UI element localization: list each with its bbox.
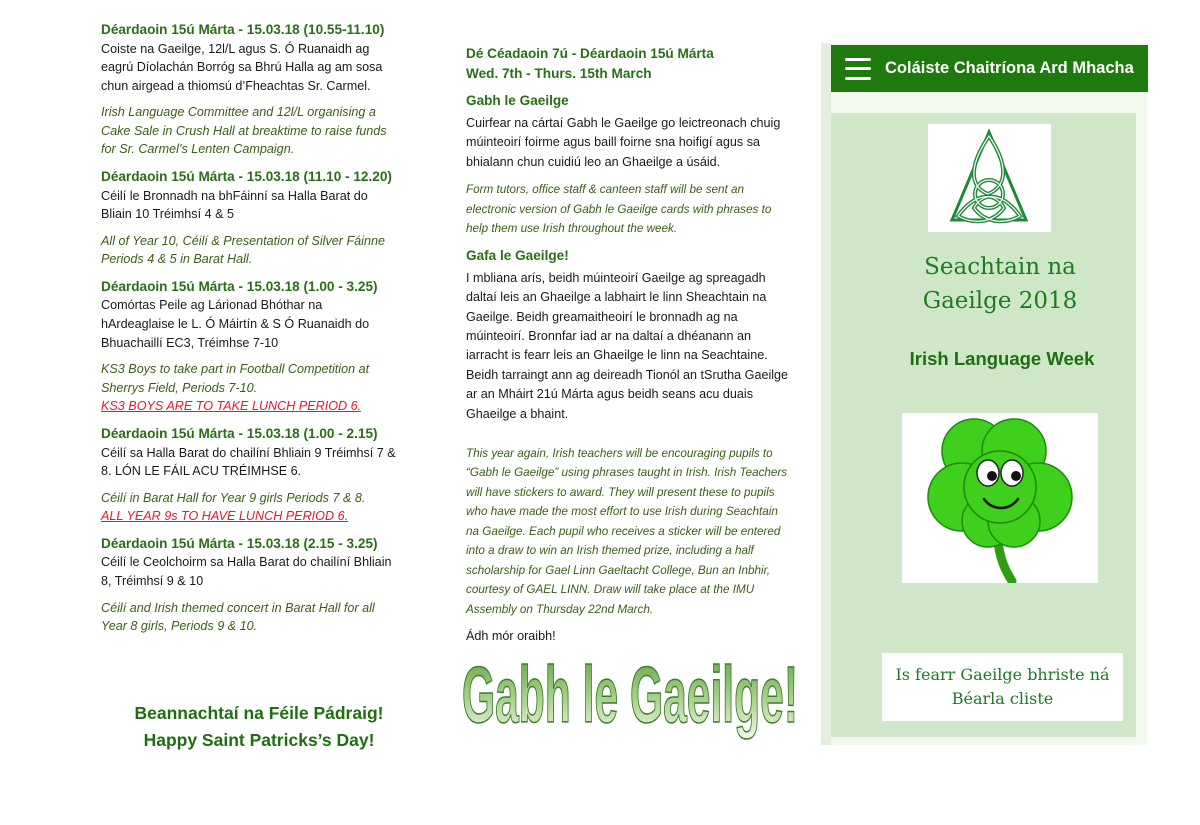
sign-off-text: Ádh mór oraibh! [466,629,556,644]
event-irish-text: Comórtas Peile ag Lárionad Bhóthar na hArdeaglaise le L. Ó Máirtín & S Ó Ruanaidh do Bhuachaillí EC3, Tréimhse 7-10 [101,298,370,350]
mascot-frame [902,413,1098,583]
event-heading: Déardaoin 15ú Márta - 15.03.18 (2.15 - 3.25) [101,535,378,551]
date-range-heading-english: Wed. 7th - Thurs. 15th March [466,65,652,81]
event-english-text: Céilí and Irish themed concert in Barat Hall for all Year 8 girls, Periods 9 & 10. [101,600,375,634]
logo-frame [928,124,1051,232]
event-english-text: All of Year 10, Céilí & Presentation of Silver Fáinne Periods 4 & 5 in Barat Hall. [101,233,385,267]
date-range-heading-irish: Dé Céadaoin 7ú - Déardaoin 15ú Márta [466,46,714,61]
event-irish-text: Coiste na Gaeilge, 12l/L agus S. Ó Ruanaidh ag eagrú Díolachán Borróg sa Bhrú Halla ag am sosa chun airgead a thiomsú d’Fheachtas Sr. Carmel. [101,41,383,93]
week-activities-column [466,44,791,655]
events-column [101,20,397,644]
proverb-box [882,653,1123,721]
section-title-gafa: Gafa le Gaeilge! [466,247,569,263]
lunch-alert: ALL YEAR 9s TO HAVE LUNCH PERIOD 6. [101,509,349,524]
event-heading: Déardaoin 15ú Márta - 15.03.18 (1.00 - 3.25) [101,278,378,294]
greeting-irish: Beannachtaí na Féile Pádraig! [134,703,384,723]
event-irish-text: Céilí le Ceolchoirm sa Halla Barat do chailíní Bhliain 8, Tréimhsí 9 & 10 [101,555,392,588]
event-heading: Déardaoin 15ú Márta - 15.03.18 (11.10 - 12.20) [101,169,392,185]
week-title-english: Irish Language Week [909,348,1095,369]
event-block [101,534,397,636]
section-title-gabh: Gabh le Gaeilge [466,93,569,108]
section-irish-text: múinteoirí. Bronnfar iad ar na daltaí a dhéanann an iarracht is fearr leis an Ghaeilge le linn na Seachtaine. Beidh tarraingt ann ag deireadh Tionól an tSrutha Gaeilge ar an Mháirt 21ú Márta agus beidh seans acu duais Ghaeilge a bhaint. [466,328,789,421]
panel-shadow [821,43,831,745]
gabh-le-gaeilge-wordart [455,652,805,757]
header-bar [831,45,1148,92]
section-irish-text: Cuirfear na cártaí Gabh le Gaeilge go leictreonach chuig múinteoirí foirme agus baill foirne sna hoifigí agus sa bhialann chun cuidiú leo an Ghaeilge a úsáid. [466,116,781,169]
event-block [101,20,397,159]
wordart-text: Gabh le Gaeilge! [462,652,798,740]
event-block [101,167,397,269]
proverb-line: Béarla cliste [951,689,1054,708]
smiling-shamrock-icon [902,413,1098,583]
greeting-english: Happy Saint Patricks’s Day! [143,730,375,750]
event-irish-text: Céilí le Bronnadh na bhFáinní sa Halla Barat do Bliain 10 Tréimhsí 4 & 5 [101,188,368,222]
event-heading: Déardaoin 15ú Márta - 15.03.18 (10.55-11.10) [101,22,385,37]
lunch-alert: KS3 BOYS ARE TO TAKE LUNCH PERIOD 6. [101,399,362,414]
event-irish-text: Céilí sa Halla Barat do chailíní Bhliain 9 Tréimhsí 7 & 8. LÓN LE FÁIL ACU TRÉIMHSE 6. [101,445,396,479]
week-title-irish [880,250,1120,318]
proverb-line: Is fearr Gaeilge bhriste ná [895,665,1110,684]
section-english-text: This year again, Irish teachers will be encouraging pupils to “Gabh le Gaeilge” using phrases taught in Irish. Irish Teachers will have stickers to award. They will present these to pupils who have made the most effort to use Irish during Seachtain na Gaeilge. Each pupil who receives a sticker will be entered into a draw to win an Irish themed prize, including a half scholarship for Gael Linn Gaeltacht College, Bun an Inbhir, courtesy of GAEL LINN. Draw will take place at the IMU Assembly on Thursday 22nd March. [466,446,788,616]
st-patricks-greeting [101,700,417,754]
event-heading: Déardaoin 15ú Márta - 15.03.18 (1.00 - 2.15) [101,426,378,441]
section-irish-text: I mbliana arís, beidh múinteoirí Gaeilge ag spreagadh daltaí leis an Ghaeilge a labhairt le linn Sheachtain na Gaeilge. Beidh greamaitheoirí le bronnadh ag na [466,270,767,324]
event-block [101,424,397,526]
event-block [101,277,397,416]
event-english-text: Céilí in Barat Hall for Year 9 girls Periods 7 & 8. [101,490,366,505]
hamburger-menu-icon[interactable] [845,58,871,80]
school-name: Coláiste Chaitríona Ard Mhacha [885,59,1134,77]
section-english-text: Form tutors, office staff & canteen staff will be sent an electronic version of Gabh le Gaeilge cards with phrases to help them use Irish throughout the week. [466,183,772,236]
celtic-trinity-knot-icon [928,124,1051,232]
event-english-text: KS3 Boys to take part in Football Competition at Sherrys Field, Periods 7-10. [101,362,370,395]
event-english-text: Irish Language Committee and 12l/L organising a Cake Sale in Crush Hall at breaktime to raise funds for Sr. Carmel’s Lenten Campaign. [101,105,387,157]
week-title-line: Seachtain na [924,254,1076,280]
week-title-line: Gaeilge 2018 [922,288,1078,314]
